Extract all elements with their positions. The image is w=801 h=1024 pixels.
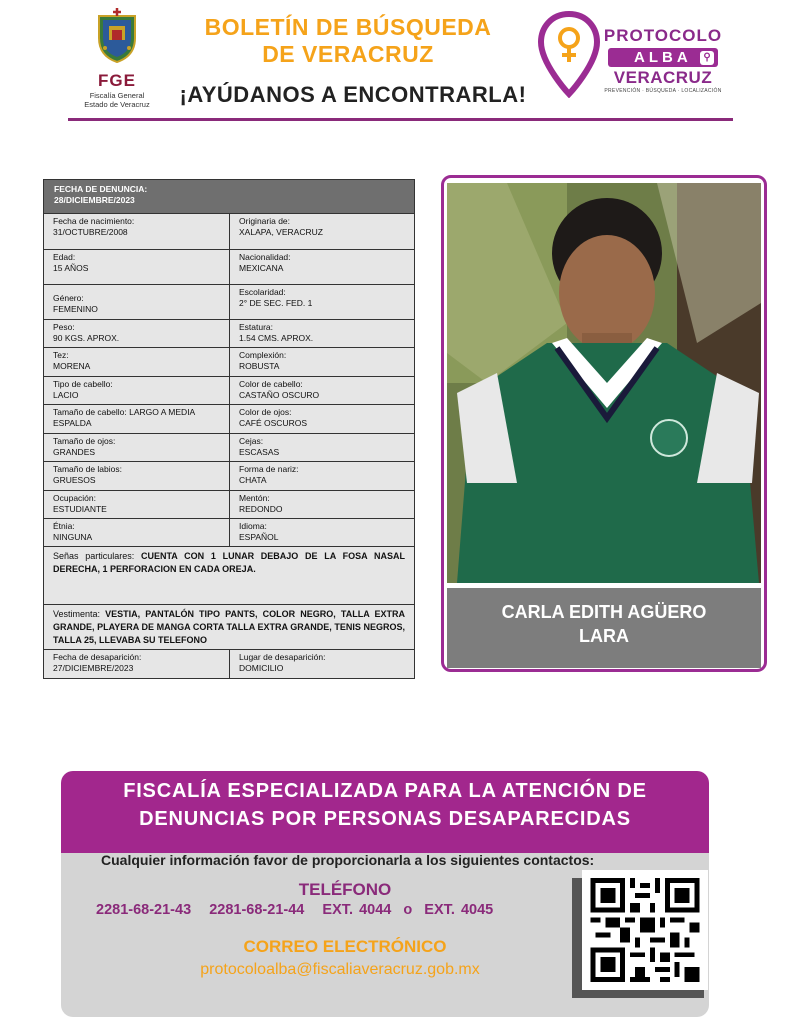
alba-wordmark (601, 26, 725, 94)
table-row (44, 284, 414, 319)
fge-name-line1: Fiscalía General (89, 91, 145, 100)
missing-person-data-table (43, 179, 415, 679)
table-cell: Étnia: NINGUNA (53, 521, 93, 542)
phone-label: TELÉFONO (298, 880, 392, 899)
bulletin-title (188, 14, 508, 68)
denuncia-label: FECHA DE DENUNCIA: (54, 184, 148, 194)
denuncia-value: 28/DICIEMBRE/2023 (54, 195, 135, 205)
table-cell: Estatura: 1.54 CMS. APROX. (229, 320, 414, 347)
person-name-line1: CARLA EDITH AGÜERO (501, 602, 707, 622)
person-name-box (447, 588, 761, 668)
alba-bar (608, 48, 718, 67)
table-row (44, 518, 414, 546)
help-find-her-subtitle: ¡AYÚDANOS A ENCONTRARLA! (179, 82, 527, 107)
alba-text: ALBA (634, 49, 692, 66)
qr-code-icon (590, 878, 700, 982)
table-cell: Tamaño de cabello: LARGO A MEDIA ESPALDA (53, 407, 195, 428)
table-cell: Tipo de cabello: LACIO (53, 379, 113, 400)
table-cell: Mentón: REDONDO (229, 491, 414, 518)
fiscalia-banner (61, 771, 709, 856)
alba-veracruz-text: VERACRUZ (613, 68, 713, 87)
table-row (44, 213, 414, 249)
fge-name-line2: Estado de Veracruz (84, 100, 150, 109)
table-cell: Peso: 90 KGS. APROX. (53, 322, 120, 343)
table-cell: Forma de nariz: CHATA (229, 462, 414, 490)
table-cell: Idioma: ESPAÑOL (229, 519, 414, 546)
table-cell: Color de cabello: CASTAÑO OSCURO (229, 377, 414, 404)
fge-acronym: FGE (98, 71, 136, 90)
banner-line2: DENUNCIAS POR PERSONAS DESAPARECIDAS (139, 808, 631, 830)
qr-code[interactable] (582, 870, 708, 990)
senas-value: CUENTA CON 1 LUNAR DEBAJO DE LA FOSA NASAL DERECHA, 1 PERFORACION EN CADA OREJA. (53, 551, 405, 574)
table-cell: Edad: 15 AÑOS (53, 252, 89, 273)
table-cell: Tez: MORENA (53, 350, 91, 371)
table-cell: Cejas: ESCASAS (229, 434, 414, 461)
senas-label: Señas particulares: (53, 551, 135, 561)
missing-person-photo (447, 183, 761, 583)
table-row (44, 249, 414, 284)
contact-intro: Cualquier información favor de proporcionarla a los siguientes contactos: (101, 852, 595, 868)
table-row (44, 649, 414, 678)
portrait-illustration (447, 183, 761, 583)
title-line1: BOLETÍN DE BÚSQUEDA (204, 14, 492, 40)
title-line2: DE VERACRUZ (262, 41, 434, 67)
table-cell: Lugar de desaparición: DOMICILIO (229, 650, 414, 678)
table-row (44, 404, 414, 433)
female-location-pin-icon (537, 10, 601, 98)
banner-line1: FISCALÍA ESPECIALIZADA PARA LA ATENCIÓN DE (123, 780, 647, 802)
table-cell: Tamaño de labios: GRUESOS (53, 464, 122, 485)
table-cell: Color de ojos: CAFÉ OSCUROS (229, 405, 414, 433)
header (0, 0, 801, 125)
clothing-row (44, 604, 414, 649)
photo-frame (441, 175, 767, 672)
table-cell: Fecha de nacimiento: 31/OCTUBRE/2008 (53, 216, 135, 237)
table-cell: Género: FEMENINO (53, 293, 98, 314)
protocolo-alba-logo (537, 10, 727, 102)
table-cell: Ocupación: ESTUDIANTE (53, 493, 107, 514)
table-row (44, 376, 414, 404)
table-cell: Escolaridad: 2° DE SEC. FED. 1 (229, 285, 414, 319)
magnifier-icon: ⚲ (700, 51, 714, 65)
table-row (44, 347, 414, 376)
email-label: CORREO ELECTRÓNICO (243, 937, 447, 956)
table-row (44, 490, 414, 518)
table-cell: Complexión: ROBUSTA (229, 348, 414, 376)
distinguishing-marks-row (44, 546, 414, 604)
table-row (44, 319, 414, 347)
coat-of-arms-icon (95, 8, 139, 64)
denuncia-date-header (44, 180, 414, 213)
table-cell: Originaria de: XALAPA, VERACRUZ (229, 214, 414, 249)
vestimenta-label: Vestimenta: (53, 609, 101, 619)
table-row (44, 461, 414, 490)
person-name-line2: LARA (579, 626, 629, 646)
header-divider (68, 118, 733, 121)
fge-logo (74, 8, 160, 109)
vestimenta-value: VESTIA, PANTALÓN TIPO PANTS, COLOR NEGRO, TALLA EXTRA GRANDE, PLAYERA DE MANGA CORTA TALLA EXTRA GRANDE, TENIS NEGROS, TALLA 25, LLEVABA SU TELEFONO (53, 609, 405, 645)
alba-tagline: PREVENCIÓN · BÚSQUEDA · LOCALIZACIÓN (604, 88, 722, 94)
table-cell: Fecha de desaparición: 27/DICIEMBRE/2023 (53, 652, 142, 673)
table-row (44, 433, 414, 461)
email-link[interactable]: protocoloalba@fiscaliaveracruz.gob.mx (200, 961, 480, 978)
phone-numbers[interactable]: 2281-68-21-43 2281-68-21-44 EXT. 4044 o EXT. 4045 (96, 902, 494, 918)
table-cell: Nacionalidad: MEXICANA (229, 250, 414, 284)
table-cell: Tamaño de ojos: GRANDES (53, 436, 116, 457)
alba-protocolo-text: PROTOCOLO (603, 26, 723, 45)
